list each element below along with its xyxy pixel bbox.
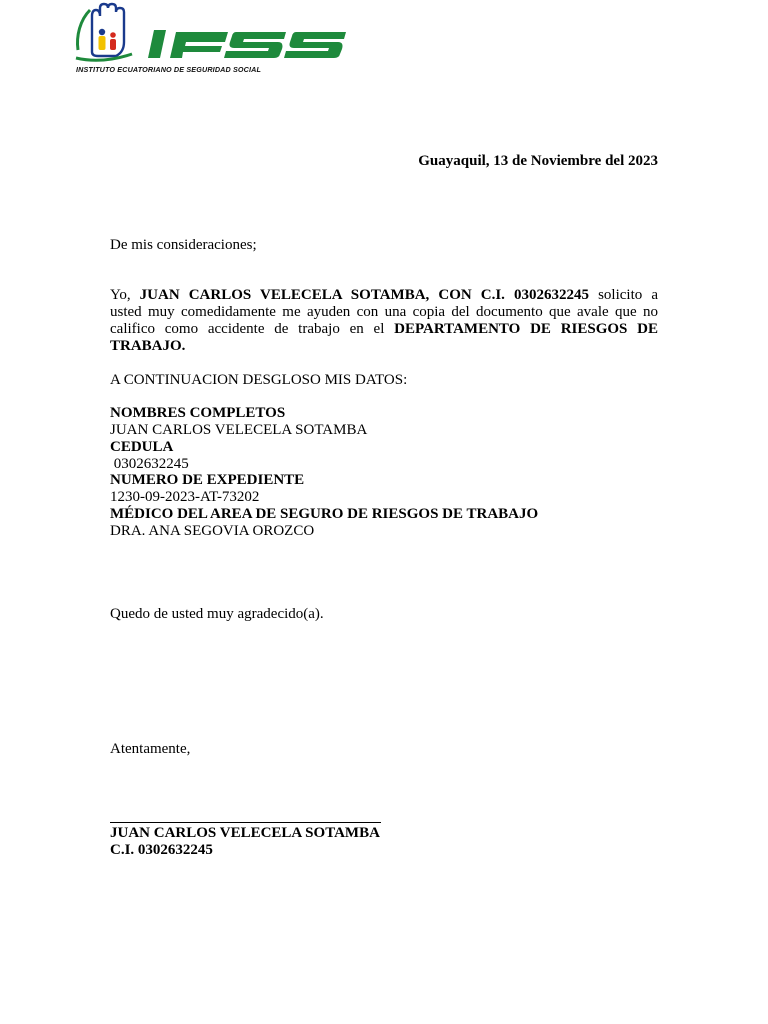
body-line-1-end: solicito a [589,287,658,303]
logo-caption: INSTITUTO ECUATORIANO DE SEGURIDAD SOCIAL [76,65,262,74]
requester-name-ci: JUAN CARLOS VELECELA SOTAMBA, CON C.I. 0302632245 [139,287,590,303]
body-line-2: usted muy comedidamente me ayuden con una copia del documento que avale que no [110,304,658,320]
iess-logo-graphic [72,2,347,66]
body-paragraph [110,287,658,355]
expediente-label: NUMERO DE EXPEDIENTE [110,472,305,488]
medico-value: DRA. ANA SEGOVIA OROZCO [110,523,315,539]
closing: Atentamente, [110,741,191,757]
body-line-4: TRABAJO. [110,338,186,354]
expediente-value: 1230-09-2023-AT-73202 [110,489,260,505]
body-line-1 [110,287,658,304]
body-line-3-start: califico como accidente de trabajo en el [110,321,395,337]
letter-date: Guayaquil, 13 de Noviembre del 2023 [418,153,658,169]
cedula-label: CEDULA [110,439,174,455]
nombres-value: JUAN CARLOS VELECELA SOTAMBA [110,422,368,438]
body-line-3 [110,321,658,338]
greeting: De mis consideraciones; [110,237,257,253]
signature-ci: C.I. 0302632245 [110,842,213,858]
body-line-1-start: Yo, [110,287,140,303]
signature-line [110,822,381,823]
department-name: DEPARTAMENTO DE RIESGOS DE [394,321,659,337]
thanks-line: Quedo de usted muy agradecido(a). [110,606,324,622]
signature-name: JUAN CARLOS VELECELA SOTAMBA [110,825,380,841]
nombres-label: NOMBRES COMPLETOS [110,405,286,421]
cedula-value: 0302632245 [110,456,189,472]
medico-label: MÉDICO DEL AREA DE SEGURO DE RIESGOS DE TRABAJO [110,506,539,522]
data-intro: A CONTINUACION DESGLOSO MIS DATOS: [110,372,408,388]
